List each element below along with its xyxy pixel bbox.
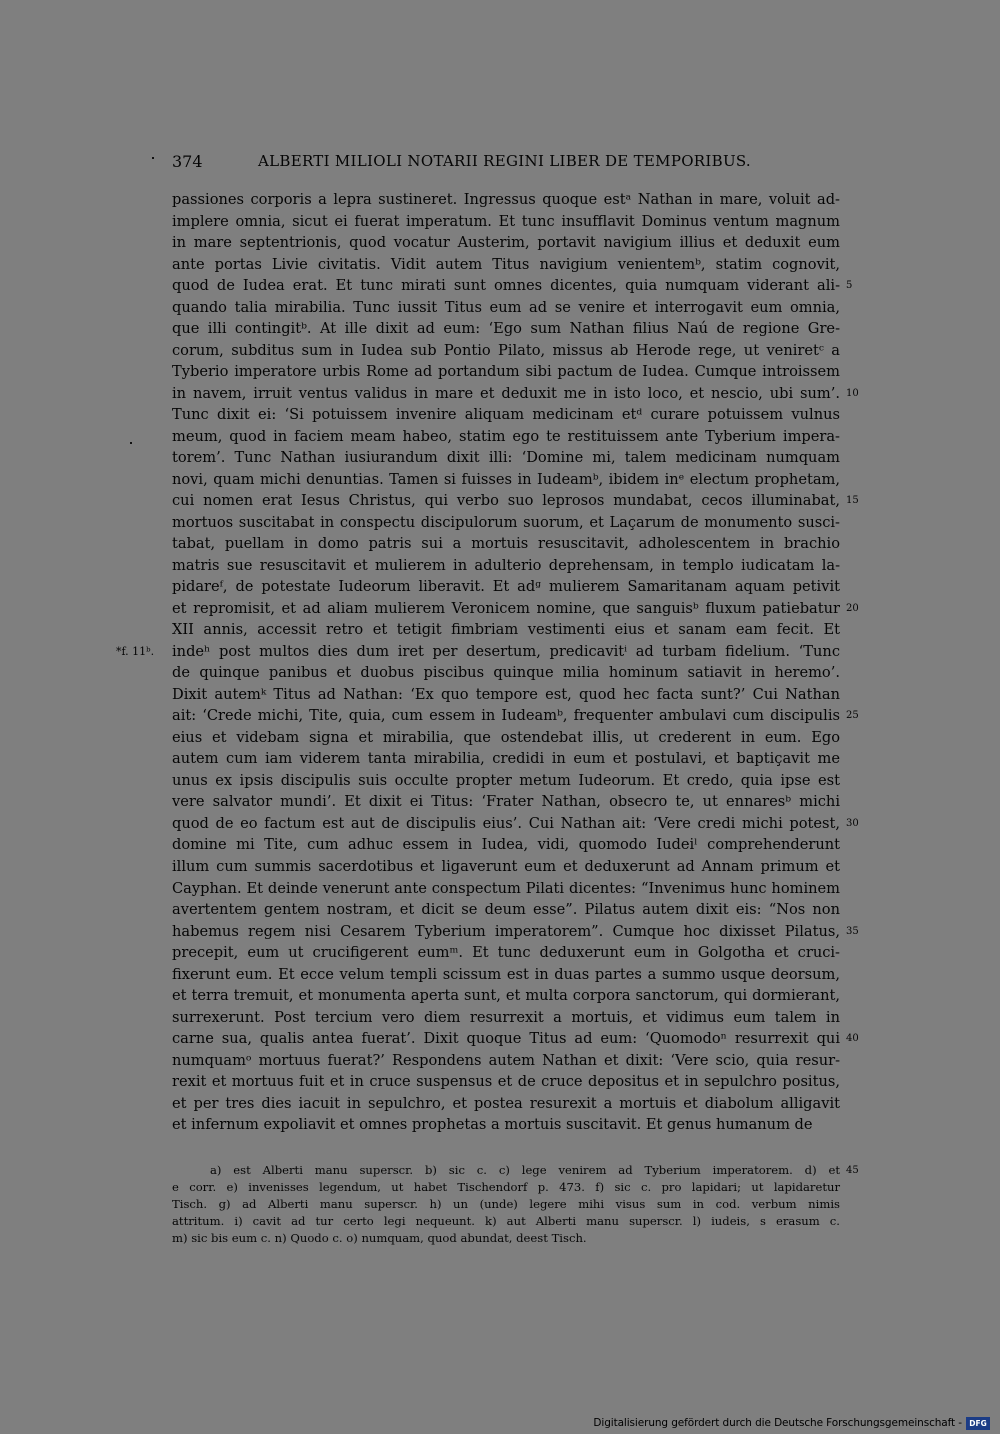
text-line: [172, 899, 840, 921]
line-text: corum, subditus sum in Iudea sub Pontio Pilato, missus ab Herode rege, ut veniretᶜ a: [172, 341, 840, 359]
line-text: tabat, puellam in domo patris sui a mortuis resuscitavit, adholescentem in brachio: [172, 535, 840, 553]
margin-mark: [152, 157, 154, 159]
text-line: [172, 964, 840, 986]
line-text: quod de eo factum est aut de discipulis eius’. Cui Nathan ait: ‘Vere credi michi potest,: [172, 814, 840, 832]
page-number: 374: [172, 152, 203, 171]
line-text: cui nomen erat Iesus Christus, qui verbo suo leprosos mundabat, cecos illuminabat,: [172, 492, 840, 510]
line-text: novi, quam michi denuntias. Tamen si fuisses in Iudeamᵇ, ibidem inᵉ electum prophetam,: [172, 470, 840, 488]
text-line: [172, 1050, 840, 1072]
line-text: et repromisit, et ad aliam mulierem Veronicem nomine, que sanguisᵇ fluxum patiebatur: [172, 599, 840, 617]
text-line: [172, 1071, 840, 1093]
line-text: quod de Iudea erat. Et tunc mirati sunt omnes dicentes, quia numquam viderant ali-: [172, 277, 840, 295]
line-number: 30: [846, 817, 859, 829]
text-line: [172, 705, 859, 727]
line-text: Dixit autemᵏ Titus ad Nathan: ‘Ex quo tempore est, quod hec facta sunt?’ Cui Nathan: [172, 685, 840, 703]
text-line: [172, 361, 840, 383]
line-text: Cayphan. Et deinde venerunt ante conspectum Pilati dicentes: “Invenimus hunc hominem: [172, 879, 840, 897]
line-text: et terra tremuit, et monumenta aperta sunt, et multa corpora sanctorum, qui dormierant,: [172, 987, 840, 1005]
text-line: [172, 770, 840, 792]
footnote-text: a) est Alberti manu superscr. b) sic c. c) lege venirem ad Tyberium imperatorem. d) et: [210, 1163, 840, 1177]
text-line: [172, 856, 840, 878]
footnote-text: m) sic bis eum c. n) Quodo c. o) numquam, quod abundat, deest Tisch.: [172, 1231, 587, 1245]
text-line: [172, 834, 840, 856]
text-line: [172, 383, 859, 405]
text-line: [172, 318, 840, 340]
footnote-line: [172, 1162, 859, 1179]
line-text: indeʰ post multos dies dum iret per desertum, predicavitⁱ ad turbam fidelium. ‘Tunc: [172, 642, 840, 660]
line-text: passiones corporis a lepra sustineret. Ingressus quoque estᵃ Nathan in mare, voluit ad-: [172, 191, 840, 208]
text-line: [172, 727, 840, 749]
text-line: [172, 232, 840, 254]
line-text: numquamᵒ mortuus fuerat?’ Respondens autem Nathan et dixit: ‘Vere scio, quia resur-: [172, 1051, 840, 1069]
line-text: et infernum expoliavit et omnes prophetas a mortuis suscitavit. Et genus humanum de: [172, 1116, 813, 1134]
text-line: [172, 942, 840, 964]
text-line: [172, 878, 840, 900]
page-header: [0, 152, 1000, 174]
line-number: 40: [846, 1033, 859, 1045]
footnote-text: attritum. i) cavit ad tur certo legi nequeunt. k) aut Alberti manu superscr. l) iudeis, s erasum c.: [172, 1214, 840, 1228]
main-text: [116, 189, 859, 1136]
line-text: implere omnia, sicut ei fuerat imperatum. Et tunc insufflavit Dominus ventum magnum: [172, 212, 840, 230]
footnote-line: [172, 1230, 840, 1247]
footer-credit: Digitalisierung gefördert durch die Deutsche Forschungsgemeinschaft -: [593, 1417, 962, 1429]
text-line: [172, 555, 840, 577]
text-line: [172, 684, 840, 706]
footnote-text: e corr. e) invenisses legendum, ut habet Tischendorf p. 473. f) sic c. pro lapidari; ut lapidaretur: [172, 1180, 840, 1194]
text-line: [172, 490, 859, 512]
text-line: [172, 576, 840, 598]
line-text: mortuos suscitabat in conspectu discipulorum suorum, et Laçarum de monumento susci-: [172, 513, 840, 531]
line-text: rexit et mortuus fuit et in cruce suspensus et de cruce depositus et in sepulchro positus,: [172, 1073, 840, 1091]
line-text: fixerunt eum. Et ecce velum templi scissum est in duas partes a summo usque deorsum,: [172, 965, 840, 983]
line-number: 5: [846, 280, 853, 292]
line-text: matris sue resuscitavit et mulierem in adulterio deprehensam, in templo iudicatam la-: [172, 556, 840, 574]
text-line: [116, 641, 840, 663]
line-text: ante portas Livie civitatis. Vidit autem Titus navigium venientemᵇ, statim cognovit,: [172, 255, 840, 273]
line-text: de quinque panibus et duobus piscibus quinque milia hominum satiavit in heremo’.: [172, 664, 840, 682]
running-title: ALBERTI MILIOLI NOTARII REGINI LIBER DE TEMPORIBUS.: [258, 152, 751, 170]
line-text: carne sua, qualis antea fuerat’. Dixit quoque Titus ad eum: ‘Quomodoⁿ resurrexit qui: [172, 1030, 840, 1048]
text-line: [172, 1028, 859, 1050]
line-number: 45: [846, 1165, 859, 1176]
text-line: [172, 189, 840, 211]
line-text: avertentem gentem nostram, et dicit se deum esse”. Pilatus autem dixit eis: “Nos non: [172, 901, 840, 919]
line-number: 20: [846, 602, 859, 614]
line-text: illum cum summis sacerdotibus et ligaverunt eum et deduxerunt ad Annam primum et: [172, 857, 840, 875]
text-line: [172, 662, 840, 684]
line-text: autem cum iam viderem tanta mirabilia, credidi in eum et postulavi, et baptiçavit me: [172, 750, 840, 768]
line-text: torem’. Tunc Nathan iusiurandum dixit illi: ‘Domine mi, talem medicinam numquam: [172, 449, 840, 467]
footnote-line: [172, 1213, 840, 1230]
folio-marker: *f. 11ᵇ.: [116, 644, 155, 658]
line-text: pidareᶠ, de potestate Iudeorum liberavit. Et adᵍ mulierem Samaritanam aquam petivit: [172, 578, 840, 596]
text-line: [172, 921, 859, 943]
text-line: [172, 447, 840, 469]
line-text: Tyberio imperatore urbis Rome ad portandum sibi pactum de Iudea. Cumque introissem: [172, 363, 840, 381]
line-text: vere salvator mundi’. Et dixit ei Titus: ‘Frater Nathan, obsecro te, ut ennaresᵇ michi: [172, 793, 840, 811]
line-text: quando talia mirabilia. Tunc iussit Titus eum ad se venire et interrogavit eum omnia,: [172, 298, 840, 316]
line-text: surrexerunt. Post tercium vero diem resurrexit a mortuis, et vidimus eum talem in: [172, 1008, 840, 1026]
text-line: [172, 985, 840, 1007]
text-line: [172, 211, 840, 233]
text-line: [172, 598, 859, 620]
text-line: [172, 254, 840, 276]
text-line: [172, 1093, 840, 1115]
line-text: meum, quod in faciem meam habeo, statim ego te restituissem ante Tyberium impera-: [172, 427, 840, 445]
text-line: [172, 619, 840, 641]
line-text: precepit, eum ut crucifigerent eumᵐ. Et tunc deduxerunt eum in Golgotha et cruci-: [172, 944, 840, 962]
line-number: 35: [846, 925, 859, 937]
text-line: [172, 469, 840, 491]
line-number: 15: [846, 495, 859, 507]
footnote-line: [172, 1196, 840, 1213]
text-line: [172, 791, 840, 813]
text-line: [172, 1007, 840, 1029]
dfg-logo: DFG: [966, 1417, 990, 1430]
text-line: [172, 813, 859, 835]
text-line: [172, 426, 840, 448]
line-text: eius et videbam signa et mirabilia, que ostendebat illis, ut crederent in eum. Ego: [172, 728, 840, 746]
footnote-line: [172, 1179, 840, 1196]
text-line: [172, 533, 840, 555]
line-text: in mare septentrionis, quod vocatur Austerim, portavit navigium illius et deduxit eum: [172, 234, 840, 252]
text-line: [172, 404, 840, 426]
text-line: [172, 340, 840, 362]
line-number: 25: [846, 710, 859, 722]
text-line: [172, 1114, 840, 1136]
line-number: 10: [846, 387, 859, 399]
text-line: [172, 297, 840, 319]
text-line: [172, 748, 840, 770]
text-line: [172, 512, 840, 534]
margin-mark: [130, 442, 132, 444]
line-text: domine mi Tite, cum adhuc essem in Iudea, vidi, quomodo Iudeiˡ comprehenderunt: [172, 836, 840, 854]
line-text: in navem, irruit ventus validus in mare et deduxit me in isto loco, et nescio, ubi sum’.: [172, 384, 840, 402]
line-text: ait: ‘Crede michi, Tite, quia, cum essem in Iudeamᵇ, frequenter ambulavi cum discipulis: [172, 707, 840, 725]
line-text: XII annis, accessit retro et tetigit fimbriam vestimenti eius et sanam eam fecit. Et: [172, 621, 840, 639]
line-text: unus ex ipsis discipulis suis occulte propter metum Iudeorum. Et credo, quia ipse est: [172, 771, 840, 789]
text-line: [172, 275, 853, 297]
line-text: et per tres dies iacuit in sepulchro, et postea resurexit a mortuis et diabolum alligavit: [172, 1094, 840, 1112]
line-text: habemus regem nisi Cesarem Tyberium imperatorem”. Cumque hoc dixisset Pilatus,: [172, 922, 840, 940]
footnote-text: Tisch. g) ad Alberti manu superscr. h) un (unde) legere mihi visus sum in cod. verbum nimis: [172, 1197, 840, 1211]
line-text: Tunc dixit ei: ‘Si potuissem invenire aliquam medicinam etᵈ curare potuissem vulnus: [172, 406, 840, 424]
line-text: que illi contingitᵇ. At ille dixit ad eum: ‘Ego sum Nathan filius Naú de regione Gre-: [172, 320, 840, 338]
footnotes: [172, 1162, 859, 1247]
